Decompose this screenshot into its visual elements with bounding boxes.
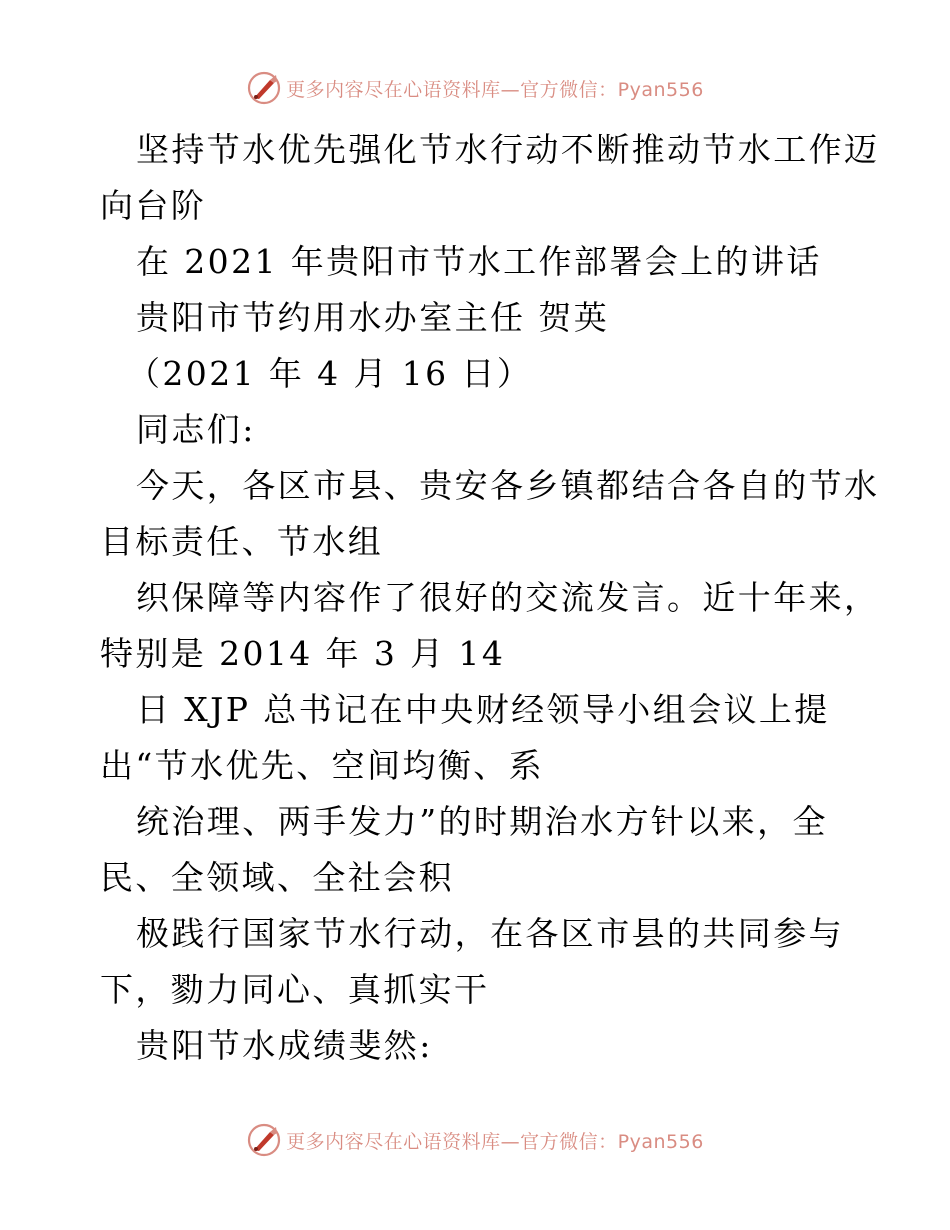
footer-watermark (0, 1120, 950, 1160)
watermark-text: 更多内容尽在心语资料库—官方微信：Pyan556 (286, 1130, 704, 1153)
paragraph-line: 今天，各区市县、贵安各乡镇都结合各自的节水 (136, 466, 880, 505)
paragraph-line: 下，勠力同心、真抓实干 (100, 970, 490, 1009)
document-author: 贵阳市节约用水办室主任 贺英 (136, 298, 610, 337)
paragraph-line: 统治理、两手发力”的时期治水方针以来，全 (136, 802, 828, 841)
paragraph-line: 织保障等内容作了很好的交流发言。近十年来， (136, 578, 880, 617)
paragraph-line: 目标责任、节水组 (100, 522, 384, 561)
document-title-continued: 向台阶 (100, 186, 207, 225)
paragraph-line: 贵阳节水成绩斐然: (136, 1026, 433, 1065)
paragraph-line: 极践行国家节水行动，在各区市县的共同参与 (136, 914, 844, 953)
paragraph-line: 出“节水优先、空间均衡、系 (100, 746, 545, 785)
document-title: 坚持节水优先强化节水行动不断推动节水工作迈 (136, 130, 880, 169)
quill-pen-logo-icon (246, 70, 282, 106)
paragraph-line: 民、全领域、全社会积 (100, 858, 454, 897)
paragraph-line: 日 XJP 总书记在中央财经领导小组会议上提 (136, 690, 830, 729)
salutation: 同志们: (136, 410, 256, 449)
watermark-text: 更多内容尽在心语资料库—官方微信：Pyan556 (286, 78, 704, 101)
paragraph-line: 特别是 2014 年 3 月 14 (100, 634, 506, 673)
document-date: （2021 年 4 月 16 日） (127, 354, 533, 393)
header-watermark (0, 68, 950, 108)
document-subtitle: 在 2021 年贵阳市节水工作部署会上的讲话 (136, 242, 822, 281)
quill-pen-logo-icon (246, 1122, 282, 1158)
